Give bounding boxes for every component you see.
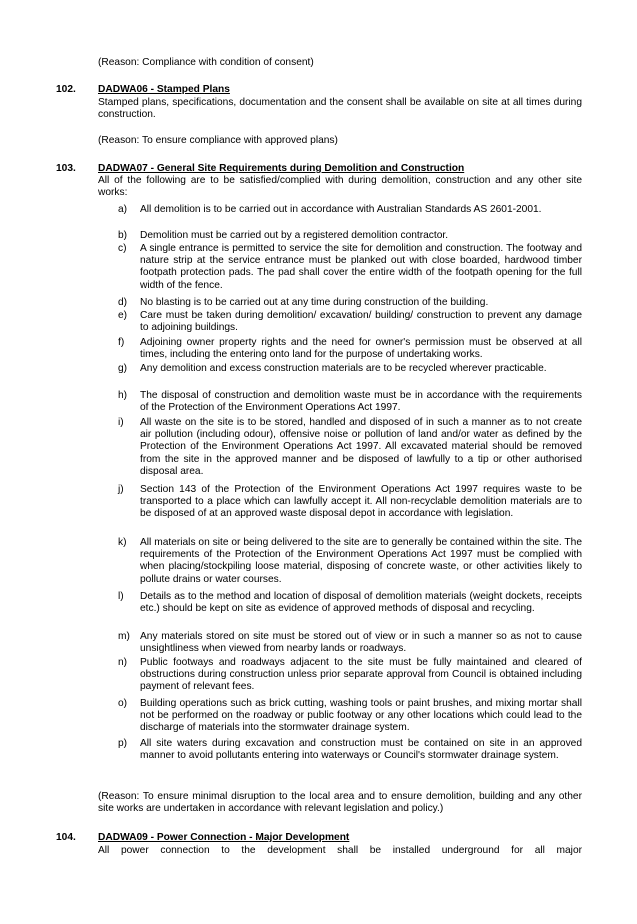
list-item-text: No blasting is to be carried out at any time during construction of the building. — [140, 297, 489, 308]
list-item-label: c) — [118, 243, 127, 254]
list-item-label: l) — [118, 591, 124, 602]
list-item-text: Any materials stored on site must be stored out of view or in such a manner so as not to cause unsightliness when viewed from nearby lands or roadways. — [140, 631, 582, 655]
list-item-label: n) — [118, 657, 128, 668]
condition-104-title: DADWA09 - Power Connection - Major Development — [98, 832, 350, 843]
list-item-text: A single entrance is permitted to service the site for demolition and construction. The footway and nature strip at the service entrance must be planked out with close boarded, hardwood timber footpath protection pads. The pad shall cover the entire width of the footpath opening for the full width of the fence. — [140, 243, 582, 291]
list-item-text: Building operations such as brick cutting, washing tools or paint brushes, and mixing mortar shall not be performed on the roadway or public footway or any other locations which could lead to the discharge of materials into the stormwater drainage system. — [140, 698, 582, 734]
condition-102-reason: (Reason: To ensure compliance with approved plans) — [98, 135, 338, 146]
list-item-label: e) — [118, 310, 128, 321]
list-item-text: All waste on the site is to be stored, handled and disposed of in such a manner as to not create air pollution (including odour), offensive noise or pollution of land and/or water as defined by the Protection of the Environment Operations Act 1997. All excavated material should be removed from the site in the approved manner and be disposed of lawfully to a tip or other authorised disposal area. — [140, 417, 582, 477]
condition-104-number: 104. — [56, 832, 76, 843]
list-item-text: Any demolition and excess construction materials are to be recycled wherever practicable. — [140, 363, 547, 374]
condition-104-body: All power connection to the development shall be installed underground for all major — [98, 845, 582, 856]
condition-103-reason: (Reason: To ensure minimal disruption to the local area and to ensure demolition, building and any other site works are undertaken in accordance with relevant legislation and policy.) — [98, 791, 582, 815]
condition-102-number: 102. — [56, 84, 76, 95]
list-item-text: Section 143 of the Protection of the Environment Operations Act 1997 requires waste to be transported to a place which can lawfully accept it. All non-recyclable demolition materials are to be disposed of at an approved waste disposal depot in accordance with legislation. — [140, 484, 582, 520]
list-item-label: i) — [118, 417, 124, 428]
list-item-label: d) — [118, 297, 128, 308]
list-item-text: All site waters during excavation and construction must be contained on site in an approved manner to avoid pollutants entering into waterways or Council's stormwater drainage system. — [140, 738, 582, 762]
list-item-label: o) — [118, 698, 128, 709]
list-item-label: a) — [118, 204, 128, 215]
list-item-label: b) — [118, 230, 128, 241]
list-item-text: Care must be taken during demolition/ excavation/ building/ construction to prevent any damage to adjoining buildings. — [140, 310, 582, 334]
list-item-label: k) — [118, 537, 127, 548]
list-item-text: Details as to the method and location of disposal of demolition materials (weight dockets, receipts etc.) should be kept on site as evidence of approved methods of disposal and recycling. — [140, 591, 582, 615]
list-item-label: g) — [118, 363, 128, 374]
list-item-label: h) — [118, 390, 128, 401]
list-item-text: All demolition is to be carried out in accordance with Australian Standards AS 2601-2001. — [140, 204, 542, 215]
list-item-label: j) — [118, 484, 124, 495]
condition-102-body: Stamped plans, specifications, documentation and the consent shall be available on site at all times during construction. — [98, 97, 582, 121]
list-item-text: Demolition must be carried out by a registered demolition contractor. — [140, 230, 449, 241]
list-item-label: p) — [118, 738, 128, 749]
condition-103-number: 103. — [56, 163, 76, 174]
reason-101: (Reason: Compliance with condition of consent) — [98, 57, 314, 68]
condition-103-title: DADWA07 - General Site Requirements during Demolition and Construction — [98, 163, 465, 174]
list-item-text: Adjoining owner property rights and the need for owner's permission must be observed at all times, including the entering onto land for the purpose of undertaking works. — [140, 337, 582, 361]
list-item-text: The disposal of construction and demolition waste must be in accordance with the requirements of the Protection of the Environment Operations Act 1997. — [140, 390, 582, 414]
list-item-text: Public footways and roadways adjacent to the site must be fully maintained and cleared of obstructions during construction unless prior separate approval from Council is obtained including payment of relevant fees. — [140, 657, 582, 693]
condition-102-title: DADWA06 - Stamped Plans — [98, 84, 230, 95]
list-item-label: f) — [118, 337, 125, 348]
list-item-text: All materials on site or being delivered to the site are to generally be contained within the site. The requirements of the Protection of the Environment Operations Act 1997 must be complied with when placing/stockpiling loose material, disposing of concrete waste, or other activities likely to pollute drains or water courses. — [140, 537, 582, 585]
condition-103-intro: All of the following are to be satisfied/complied with during demolition, construction and any other site works: — [98, 175, 582, 199]
list-item-label: m) — [118, 631, 130, 642]
